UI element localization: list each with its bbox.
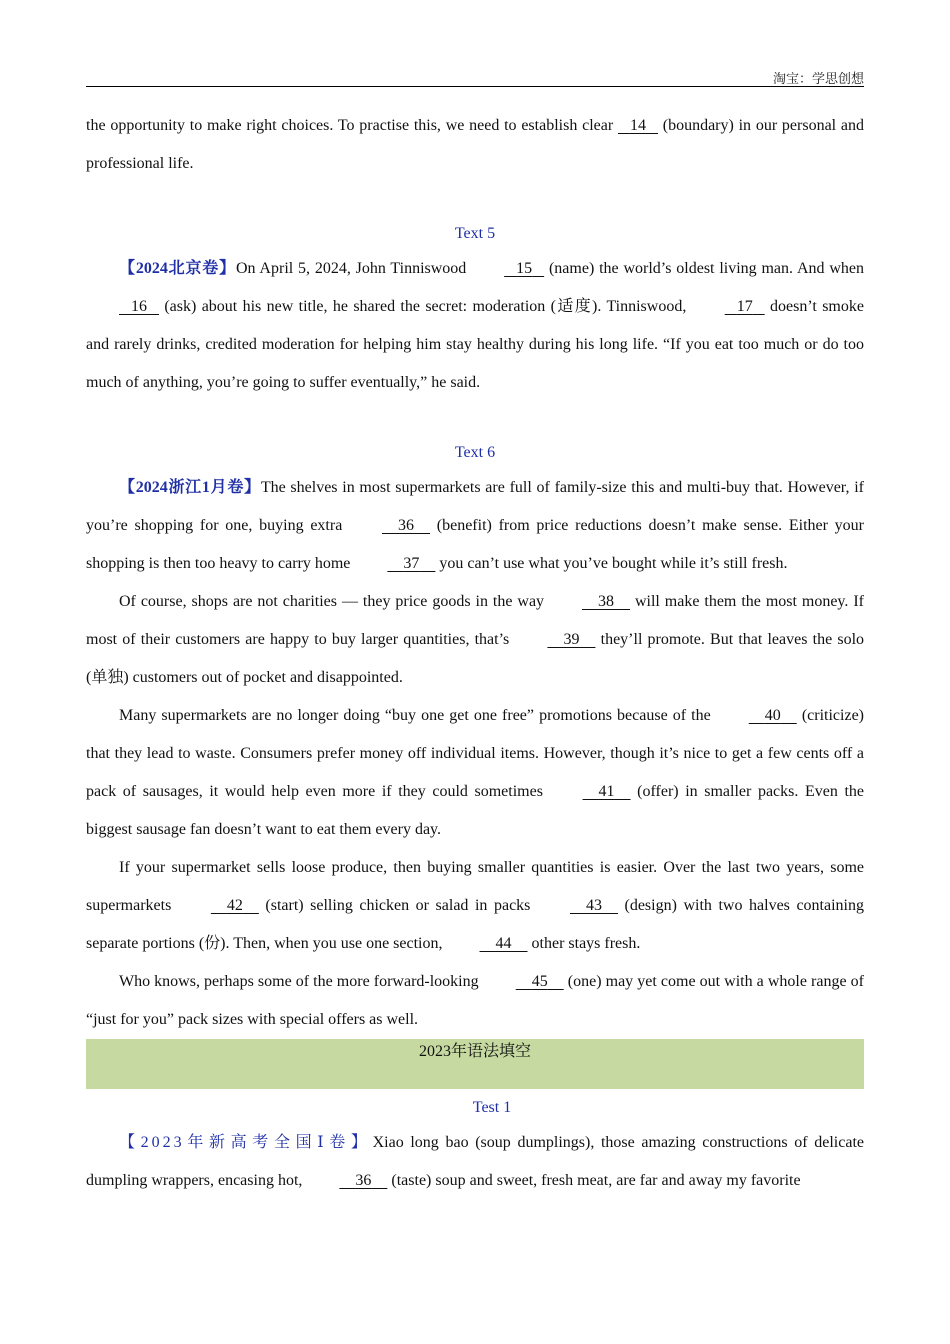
blank-44[interactable]: 44 [495, 935, 512, 952]
text6-title: Text 6 [454, 444, 496, 461]
page-header [86, 66, 864, 87]
blank-14[interactable]: 14 [629, 117, 646, 134]
blank-43[interactable]: 43 [585, 897, 602, 914]
text5-paragraph: 【2024北京卷】On April 5, 2024, John Tinniswood 15 (name) the world’s oldest living man. And when 16 (ask) about his new title, he shared the secret: moderation (适度). Tinniswood, 17 doesn’t smoke and rarely drinks, credited moderation for helping him stay healthy during his long life. “If you eat too much or do too much of anything, you’re going to suffer eventually,” he said. [86, 250, 864, 402]
blank-test1-36[interactable]: 36 [355, 1172, 372, 1189]
blank-36[interactable]: 36 [398, 517, 415, 534]
header-text: 淘宝：学思创想 [772, 71, 864, 86]
blank-15[interactable]: 15 [516, 260, 533, 277]
text5-source-tag: 【2024北京卷】 [119, 260, 236, 277]
blank-16[interactable]: 16 [131, 298, 147, 315]
blank-17[interactable]: 17 [736, 298, 753, 315]
blank-37[interactable]: 37 [403, 555, 420, 572]
blank-39[interactable]: 39 [563, 631, 580, 648]
blank-38[interactable]: 38 [598, 593, 614, 610]
document-body [86, 107, 864, 1200]
text6-paragraph-1: 【2024浙江1月卷】The shelves in most supermarkets are full of family-size this and multi-buy that. However, if you’re shopping for one, buying extra 36 (benefit) from price reductions doesn’t make sense. Either your shopping is then too heavy to carry home 37 you can’t use what you’ve bought while it’s still fresh. [86, 469, 864, 583]
text6-paragraph-3: Many supermarkets are no longer doing “buy one get one free” promotions because of the 40 (criticize) that they lead to waste. Consumers prefer money off individual items. However, though it’s nice to get a few cents off a pack of sausages, it would help even more if they could sometimes 41 (offer) in smaller packs. Even the biggest sausage fan doesn’t want to eat them every day. [86, 697, 864, 849]
blank-45[interactable]: 45 [531, 973, 548, 990]
test1-title: Test 1 [472, 1099, 512, 1116]
section-band-2023 [86, 1039, 864, 1089]
text5-title: Text 5 [454, 225, 496, 242]
blank-42[interactable]: 42 [226, 897, 243, 914]
blank-41[interactable]: 41 [598, 783, 615, 800]
intro-paragraph: the opportunity to make right choices. To practise this, we need to establish clear 14 (boundary) in our personal and professional life. [86, 107, 864, 183]
section-band-title: 2023年语法填空 [418, 1043, 531, 1060]
text6-paragraph-5: Who knows, perhaps some of the more forward-looking 45 (one) may yet come out with a whole range of “just for you” pack sizes with special offers as well. [86, 963, 864, 1039]
blank-40[interactable]: 40 [764, 707, 781, 724]
text6-source-tag: 【2024浙江1月卷】 [119, 479, 261, 496]
text6-paragraph-2: Of course, shops are not charities — they price goods in the way 38 will make them the most money. If most of their customers are happy to buy larger quantities, that’s 39 they’ll promote. But that leaves the solo (单独) customers out of pocket and disappointed. [86, 583, 864, 697]
text6-paragraph-4: If your supermarket sells loose produce, then buying smaller quantities is easier. Over the last two years, some supermarkets 42 (start) selling chicken or salad in packs 43 (design) with two halves containing separate portions (份). Then, when you use one section, 44 other stays fresh. [86, 849, 864, 963]
test1-source-tag: 【2023年新高考全国Ⅰ卷】 [119, 1134, 373, 1151]
test1-paragraph: 【2023年新高考全国Ⅰ卷】Xiao long bao (soup dumplings), those amazing constructions of delicate dumpling wrappers, encasing hot, 36 (taste) soup and sweet, fresh meat, are far and away my favorite [86, 1124, 864, 1200]
